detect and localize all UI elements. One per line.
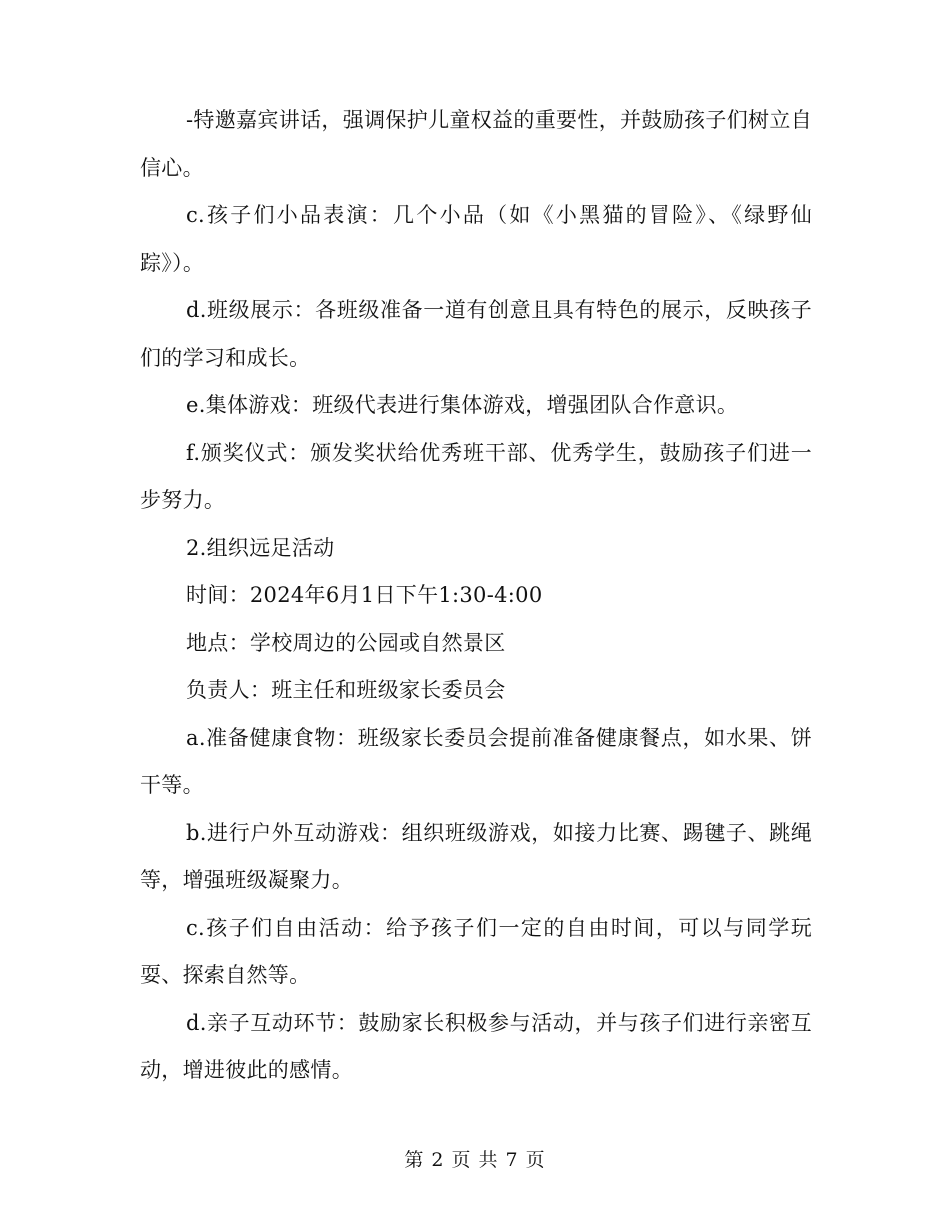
paragraph-group-games: e.集体游戏：班级代表进行集体游戏，增强团队合作意识。	[186, 393, 739, 417]
paragraph-free-activity: c.孩子们自由活动：给予孩子们一定的自由时间，可以与同学玩耍、探索自然等。	[140, 915, 812, 987]
page-footer	[0, 1146, 950, 1174]
paragraph-guest-speech: -特邀嘉宾讲话，强调保护儿童权益的重要性，并鼓励孩子们树立自信心。	[140, 108, 812, 180]
paragraph-parent-child: d.亲子互动环节：鼓励家长积极参与活动，并与孩子们进行亲密互动，增进彼此的感情。	[140, 1010, 812, 1082]
section-heading-hiking: 2.组织远足活动	[186, 535, 335, 560]
paragraph-award-ceremony: f.颁奖仪式：颁发奖状给优秀班干部、优秀学生，鼓励孩子们进一步努力。	[140, 440, 812, 512]
document-body	[140, 97, 812, 1095]
paragraph-healthy-food: a.准备健康食物：班级家长委员会提前准备健康餐点，如水果、饼干等。	[140, 725, 812, 797]
page-number: 第 2 页 共 7 页	[404, 1149, 546, 1171]
paragraph-outdoor-games: b.进行户外互动游戏：组织班级游戏，如接力比赛、踢毽子、跳绳等，增强班级凝聚力。	[140, 820, 812, 892]
paragraph-class-showcase: d.班级展示：各班级准备一道有创意且具有特色的展示，反映孩子们的学习和成长。	[140, 298, 812, 370]
paragraph-location: 地点：学校周边的公园或自然景区	[186, 630, 506, 655]
paragraph-time: 时间：2024年6月1日下午1:30-4:00	[186, 583, 543, 607]
paragraph-person-in-charge: 负责人：班主任和班级家长委员会	[186, 678, 506, 702]
paragraph-skits: c.孩子们小品表演：几个小品（如《小黑猫的冒险》、《绿野仙踪》）。	[140, 203, 812, 275]
